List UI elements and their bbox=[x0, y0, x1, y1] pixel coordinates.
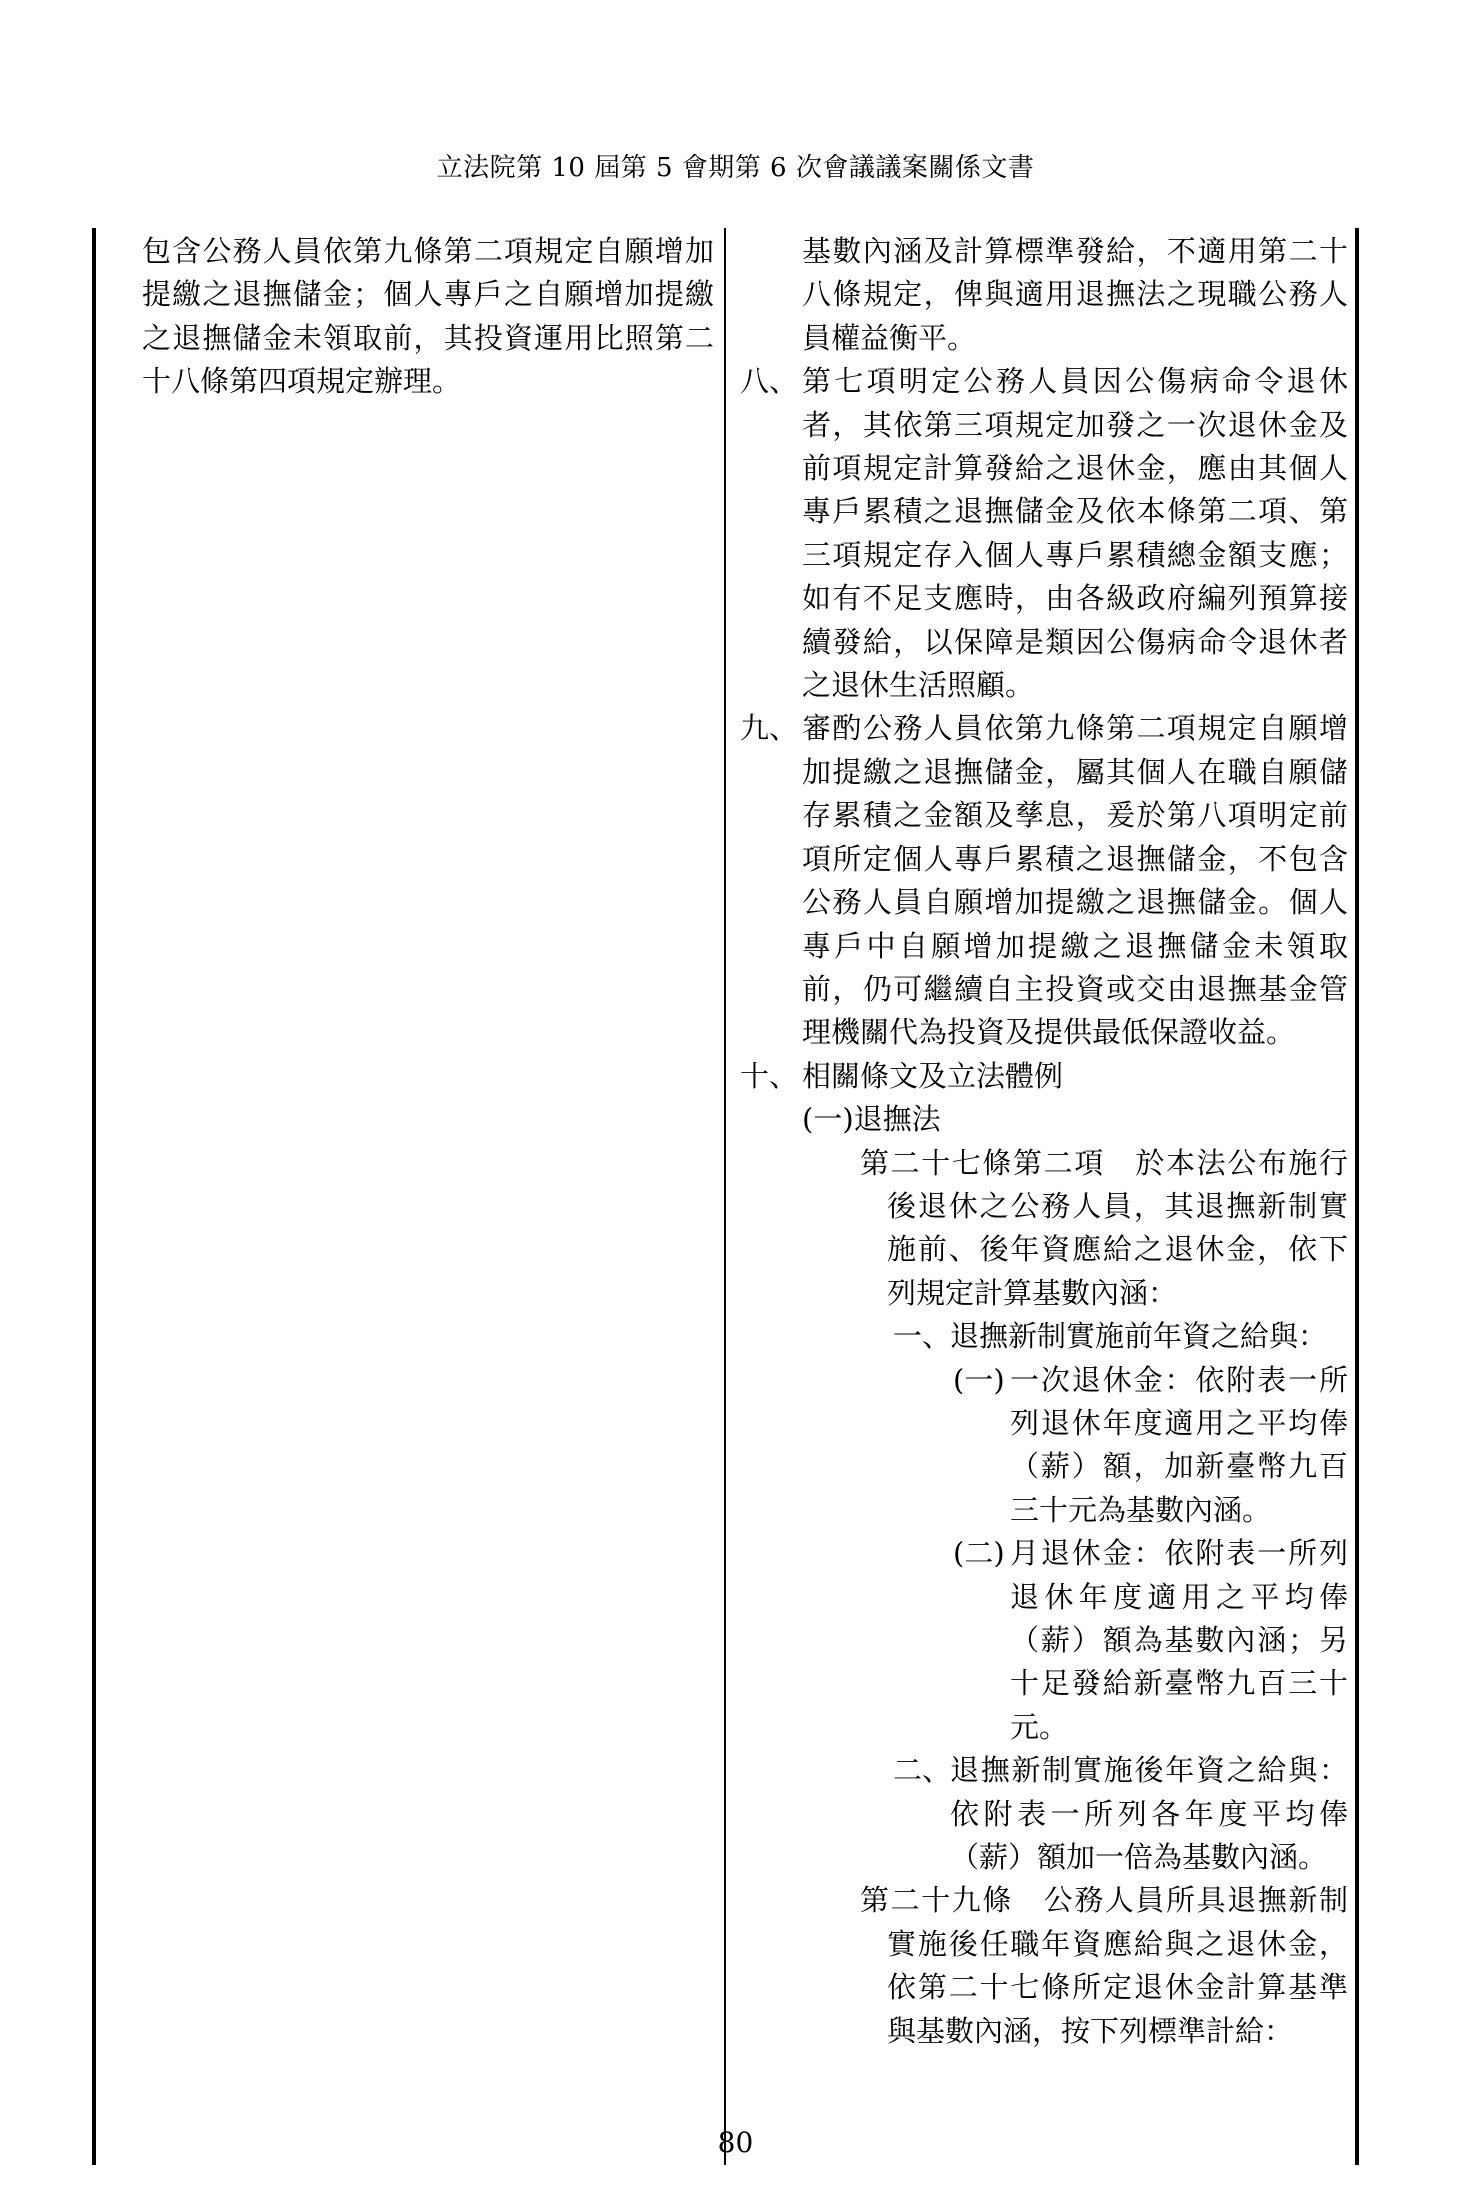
article-27-item-2 bbox=[893, 1749, 1348, 1879]
left-paragraph: 包含公務人員依第九條第二項規定自願增加提繳之退撫儲金；個人專戶之自願增加提繳之退撫儲金未領取前，其投資運用比照第二十八條第四項規定辦理。 bbox=[142, 234, 714, 399]
article-text: 第二十七條第二項 於本法公布施行後退休之公務人員，其退撫新制實施前、後年資應給之退休金，依下列規定計算基數內涵： bbox=[860, 1145, 1348, 1310]
list-marker: 八、 bbox=[740, 364, 799, 399]
sub-heading bbox=[802, 1098, 1348, 1141]
article-27-item-1-b bbox=[953, 1532, 1348, 1749]
list-item-10 bbox=[740, 1055, 1348, 1098]
list-item-text: 退撫新制實施後年資之給與：依附表一所列各年度平均俸（薪）額加一倍為基數內涵。 bbox=[950, 1753, 1348, 1875]
list-item-text: 第七項明定公務人員因公傷病命令退休者，其依第三項規定加發之一次退休金及前項規定計算發給之退休金，應由其個人專戶累積之退撫儲金及依本條第二項、第三項規定存入個人專戶累積總金額支應；如有不足支應時，由各級政府編列預算接續發給，以保障是類因公傷病命令退休者之退休生活照顧。 bbox=[802, 364, 1348, 703]
article-27-item-1-a bbox=[953, 1359, 1348, 1533]
article-text: 第二十九條 公務人員所具退撫新制實施後任職年資應給與之退休金，依第二十七條所定退休金計算基準與基數內涵，按下列標準計給： bbox=[860, 1883, 1348, 2048]
list-item-9 bbox=[740, 707, 1348, 1054]
list-marker: (一) bbox=[953, 1362, 1005, 1397]
left-border-rule bbox=[92, 228, 96, 2165]
continuation-paragraph bbox=[802, 230, 1348, 360]
list-marker: 一、 bbox=[893, 1319, 952, 1354]
list-marker: 十、 bbox=[740, 1058, 799, 1093]
list-marker: 九、 bbox=[740, 711, 799, 746]
list-item-text: 相關條文及立法體例 bbox=[802, 1058, 1064, 1093]
sub-heading-text: (一)退撫法 bbox=[802, 1102, 941, 1137]
continuation-text: 基數內涵及計算標準發給，不適用第二十八條規定，俾與適用退撫法之現職公務人員權益衡平。 bbox=[802, 234, 1348, 355]
right-column bbox=[740, 230, 1348, 2053]
list-marker: (二) bbox=[953, 1536, 1005, 1571]
list-item-8 bbox=[740, 360, 1348, 707]
right-border-rule bbox=[1355, 228, 1359, 2165]
page-header: 立法院第 10 屆第 5 會期第 6 次會議議案關係文書 bbox=[436, 153, 1035, 183]
list-item-text: 月退休金：依附表一所列退休年度適用之平均俸（薪）額為基數內涵；另十足發給新臺幣九百三十元。 bbox=[1010, 1536, 1348, 1744]
list-item-text: 審酌公務人員依第九條第二項規定自願增加提繳之退撫儲金，屬其個人在職自願儲存累積之金額及孳息，爰於第八項明定前項所定個人專戶累積之退撫儲金，不包含公務人員自願增加提繳之退撫儲金。個人專戶中自願增加提繳之退撫儲金未領取前，仍可繼續自主投資或交由退撫基金管理機關代為投資及提供最低保證收益。 bbox=[802, 711, 1348, 1050]
list-item-text: 退撫新制實施前年資之給與： bbox=[950, 1319, 1328, 1354]
page-number: 80 bbox=[717, 2126, 754, 2159]
left-column bbox=[142, 230, 714, 404]
list-item-text: 一次退休金：依附表一所列退休年度適用之平均俸（薪）額，加新臺幣九百三十元為基數內涵。 bbox=[1010, 1362, 1348, 1527]
list-marker: 二、 bbox=[893, 1753, 952, 1788]
article-29-clause bbox=[860, 1879, 1348, 2053]
article-27-item-1 bbox=[893, 1315, 1348, 1358]
article-27-clause bbox=[860, 1142, 1348, 1316]
column-divider bbox=[724, 228, 726, 2165]
